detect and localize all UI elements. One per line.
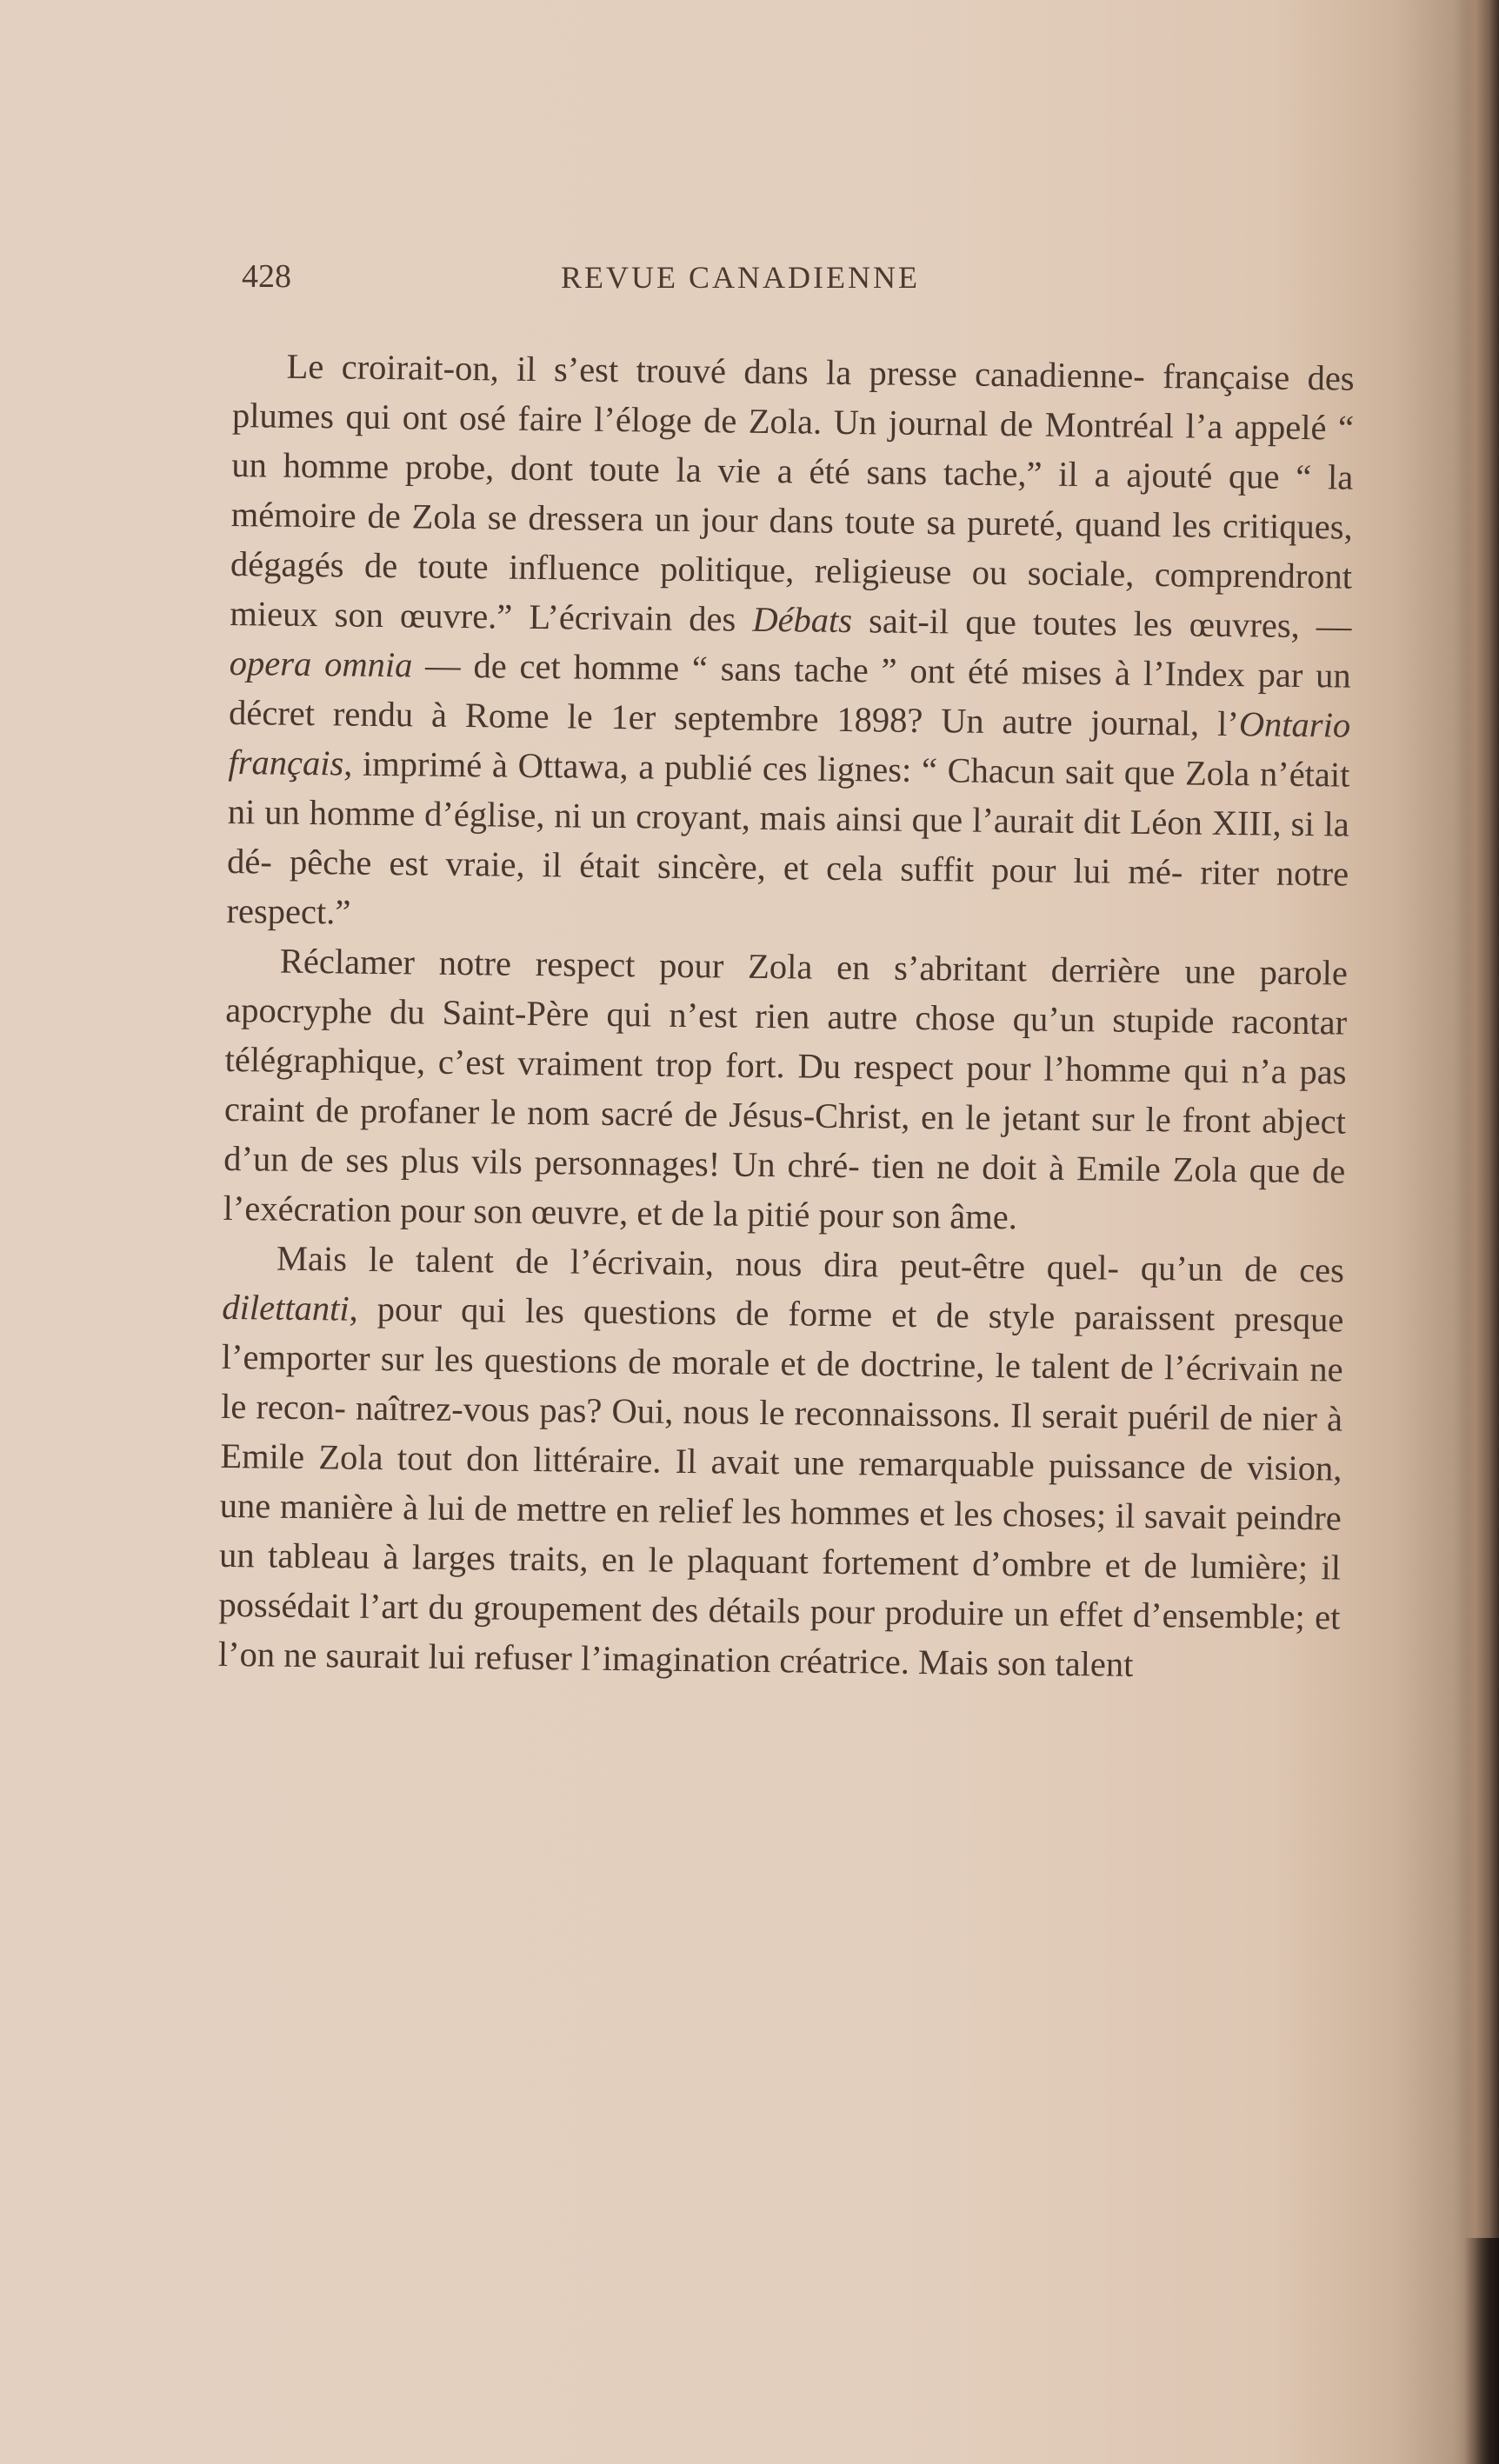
text-line: peindre un tableau à larges traits, en le plaquant fortement xyxy=(218,1497,1342,1583)
text-line: — de cet xyxy=(412,645,562,687)
text-line: Réclamer notre respect pour Zola en s’abritant derrière xyxy=(279,941,1161,991)
text-line: qu’un de ces xyxy=(1140,1248,1345,1290)
page-number: 428 xyxy=(242,258,291,295)
italic-ontario-francais: Ontario français xyxy=(228,704,1351,783)
text-line: critiques, dégagés de toute influence politique, religieuse xyxy=(230,505,1353,592)
text-line: pêche est vraie, il était sincère, et cela suffit pour lui mé- xyxy=(289,842,1183,892)
text-line: de style paraissent presque l’emporter sur les questions de xyxy=(221,1295,1344,1382)
text-line: ou sociale, comprendront mieux son œuvre.” L’écrivain des xyxy=(230,552,1353,639)
text-line: riter notre respect.” xyxy=(226,852,1349,932)
text-line: “ Chacun sait que Zola n’était ni un homme d’église, ni un xyxy=(227,750,1350,836)
page-edge-shadow xyxy=(1459,0,1499,2464)
text-line: naîtrez-vous pas? Oui, nous le reconnaissons. Il serait xyxy=(355,1388,1118,1436)
paragraph-2 xyxy=(223,936,1348,1246)
text-line: morale et de doctrine, le talent de l’écrivain ne le recon- xyxy=(220,1342,1343,1428)
paragraph-1 xyxy=(226,341,1355,949)
text-line: d’ombre et de lumière; il possédait l’art du groupement xyxy=(218,1543,1342,1629)
text-line: , pour qui les questions de forme et xyxy=(349,1289,917,1335)
text-line: toute la vie a été sans tache,” il a ajouté que “ la mémoire xyxy=(230,449,1354,536)
text-line: chose qu’un stupide racontar télégraphique, c’est vraiment xyxy=(224,997,1348,1084)
text-line: saurait lui refuser l’imagination créatrice. Mais son talent xyxy=(325,1635,1134,1684)
text-line: Le croirait-on, il s’est trouvé dans la presse canadienne- xyxy=(286,346,1146,396)
running-head: REVUE CANADIENNE xyxy=(561,260,920,295)
page-header xyxy=(242,257,1043,310)
page-corner-shadow xyxy=(1464,2238,1499,2464)
text-line: homme “ sans tache ” ont été mises à l’Index par un décret xyxy=(228,647,1351,734)
text-line: de Zola se dressera un jour dans toute sa pureté, quand les xyxy=(367,496,1212,545)
text-line: journal de Montréal l’a appelé “ un homme probe, dont xyxy=(231,403,1355,489)
text-line: Mais le talent de l’écrivain, nous dira peut-être quel- xyxy=(276,1238,1120,1288)
text-line: , imprimé à Ottawa, a publié ces lignes: xyxy=(343,743,912,789)
text-line: l’ xyxy=(1216,703,1240,744)
text-line: profaner le nom sacré de Jésus-Christ, en le jetant sur le xyxy=(359,1090,1172,1140)
text-line: front abject d’un de ses plus vils personnages! Un chré- xyxy=(223,1100,1347,1186)
text-line: puéril de nier à Emile Zola tout don littéraire. Il avait xyxy=(220,1396,1343,1482)
text-line: de mettre en relief les hommes et les choses; il savait xyxy=(474,1488,1227,1537)
paragraph-3 xyxy=(218,1233,1345,1692)
text-line: croyant, mais ainsi que l’aurait dit Léon XIII, si la dé- xyxy=(226,796,1350,882)
italic-dilettanti: dilettanti xyxy=(222,1287,350,1329)
text-line: rendu à Rome le 1er septembre 1898? Un autre journal, xyxy=(332,694,1200,743)
text-line: œuvre, et de la pitié pour son âme. xyxy=(530,1191,1018,1237)
text-line: des détails pour produire un effet d’ensemble; et l’on ne xyxy=(217,1589,1341,1675)
italic-title-debats: Débats xyxy=(752,599,853,641)
text-line: une parole apocryphe du Saint-Père qui n’est rien autre xyxy=(225,951,1349,1037)
text-line: trop fort. Du respect pour l’homme qui n’a pas craint de xyxy=(223,1044,1347,1130)
text-line: sait-il que toutes les œuvres, — xyxy=(851,601,1352,646)
text-line: française des plumes qui ont osé faire l’éloge de Zola. Un xyxy=(231,356,1355,443)
text-line: une remarquable puissance de vision, une manière à lui xyxy=(219,1442,1342,1528)
body-text xyxy=(218,341,1355,1692)
italic-opera-omnia: opera omnia xyxy=(229,643,413,685)
text-line: tien ne doit à Emile Zola que de l’exécration pour son xyxy=(223,1146,1346,1231)
